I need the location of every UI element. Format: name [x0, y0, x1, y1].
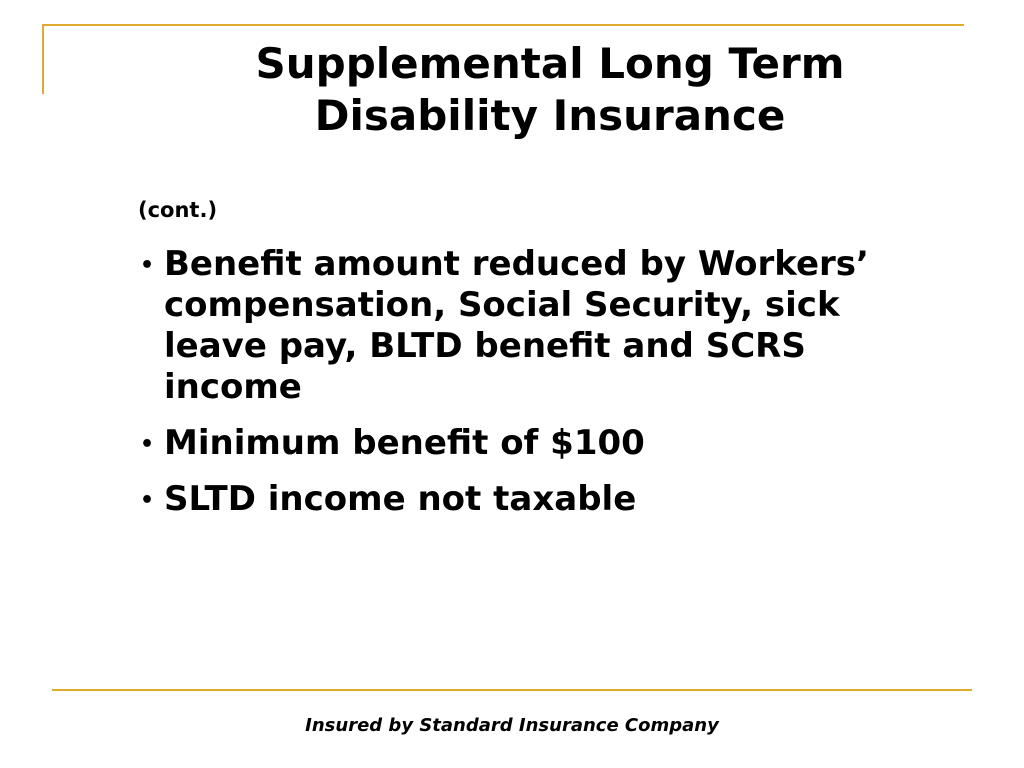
bullet-dot-icon: • — [140, 253, 155, 278]
bullet-item-minimum-benefit — [138, 423, 898, 464]
title-line-2: Disability Insurance — [314, 91, 786, 140]
left-accent-line — [42, 24, 44, 94]
bullet-item-not-taxable — [138, 479, 898, 520]
top-accent-line — [42, 24, 964, 26]
bullet-text: SLTD income not taxable — [164, 479, 637, 519]
bullet-dot-icon: • — [140, 488, 155, 513]
bullet-dot-icon: • — [140, 432, 155, 457]
footer-divider — [52, 689, 972, 691]
bullet-item-benefit-reduction — [138, 244, 898, 408]
bullet-text: Minimum benefit of $100 — [164, 423, 645, 463]
bullet-list — [138, 244, 898, 535]
bullet-text: Benefit amount reduced by Workers’ compensation, Social Security, sick leave pay, BLTD benefit and SCRS income — [164, 244, 869, 407]
title-line-1: Supplemental Long Term — [255, 39, 845, 88]
slide-title — [180, 38, 920, 142]
continued-label: (cont.) — [138, 198, 218, 222]
footer-text: Insured by Standard Insurance Company — [305, 715, 719, 736]
